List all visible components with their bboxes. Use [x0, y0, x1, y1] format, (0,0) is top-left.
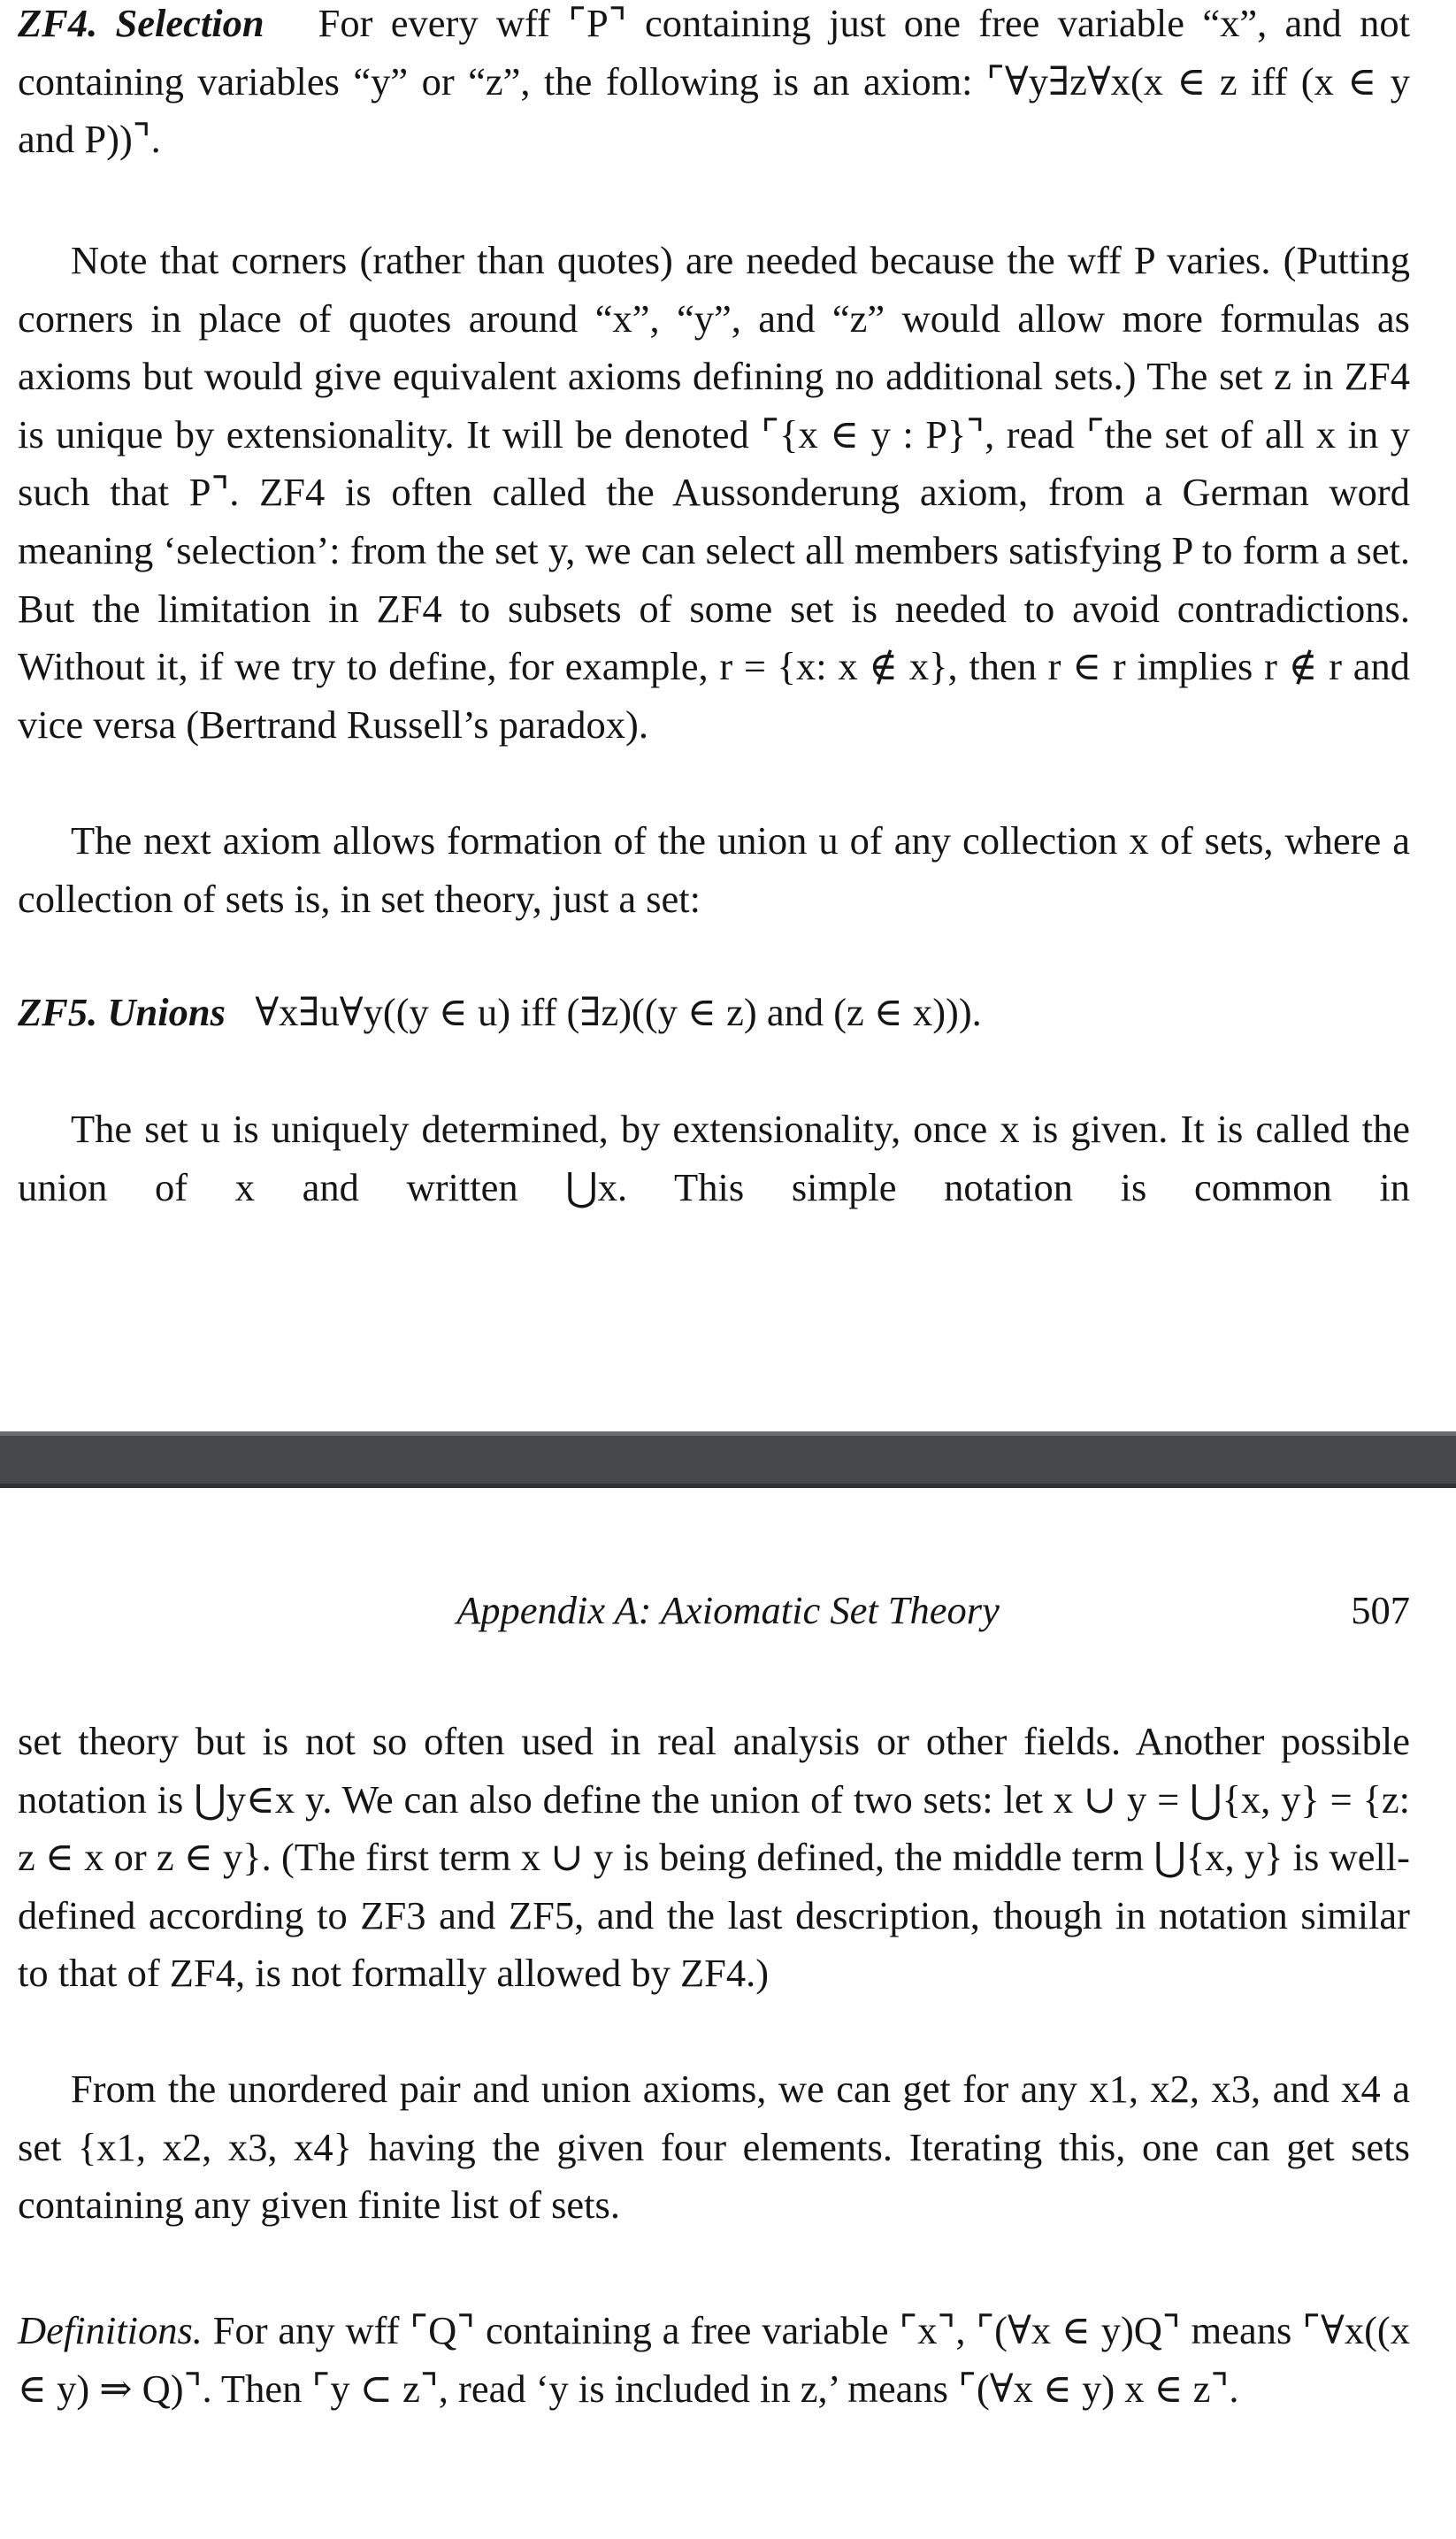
- zf5-label: ZF5. Unions: [18, 990, 226, 1034]
- union-paragraph: The set u is uniquely determined, by extensionality, once x is given. It is called the union of x and written ⋃x. This simple notation is common in: [18, 1107, 1410, 1209]
- next-axiom-paragraph: The next axiom allows formation of the union u of any collection x of sets, where a collection of sets is, in set theory, just a set:: [18, 818, 1410, 921]
- zf5-body: ∀x∃u∀y((y ∈ u) iff (∃z)((y ∈ z) and (z ∈ x))).: [255, 990, 982, 1034]
- running-head: [0, 1584, 1456, 1637]
- zf4-axiom: [18, 0, 1410, 169]
- zf5-axiom: [18, 984, 1410, 1042]
- definitions: [18, 2302, 1410, 2418]
- page-number: 507: [1351, 1588, 1410, 1632]
- definitions-label: Definitions.: [18, 2308, 203, 2352]
- zf4-label: ZF4. Selection: [18, 1, 264, 45]
- page-separator-highlight: [0, 1431, 1456, 1436]
- continuation-paragraph: set theory but is not so often used in real analysis or other fields. Another possible notation is ⋃y∈x y. We can also define the union of two sets: let x ∪ y = ⋃{x, y} = {z: z ∈ x or z ∈ y}. (The first term x ∪ y is being defined, the middle term ⋃{x, y} is well-defined according to ZF3 and ZF5, and the last description, though in notation similar to that of ZF4, is not formally allowed by ZF4.): [18, 1719, 1410, 1996]
- page-separator: [0, 1431, 1456, 1488]
- definitions-body: For any wff ⌜Q⌝ containing a free variable ⌜x⌝, ⌜(∀x ∈ y)Q⌝ means ⌜∀x((x ∈ y) ⇒ Q)⌝. Then ⌜y ⊂ z⌝, read ‘y is included in z,’ means ⌜(∀x ∈ y) x ∈ z⌝.: [18, 2308, 1410, 2411]
- zf4-body: For every wff ⌜P⌝ containing just one free variable “x”, and not containing variables “y” or “z”, the following is an axiom: ⌜∀y∃z∀x(x ∈ z iff (x ∈ y and P))⌝.: [18, 1, 1410, 162]
- note-paragraph: Note that corners (rather than quotes) are needed because the wff P varies. (Putting corners in place of quotes around “x”, “y”, and “z” would allow more formulas as axioms but would give equivalent axioms defining no additional sets.) The set z in ZF4 is unique by extensionality. It will be denoted ⌜{x ∈ y : P}⌝, read ⌜the set of all x in y such that P⌝. ZF4 is often called the Aussonderung axiom, from a German word meaning ‘selection’: from the set y, we can select all members satisfying P to form a set. But the limitation in ZF4 to subsets of some set is needed to avoid contradictions. Without it, if we try to define, for example, r = {x: x ∉ x}, then r ∈ r implies r ∉ r and vice versa (Bertrand Russell’s paradox).: [18, 238, 1410, 747]
- running-head-title: Appendix A: Axiomatic Set Theory: [456, 1588, 1000, 1632]
- pair-paragraph: From the unordered pair and union axioms, we can get for any x1, x2, x3, and x4 a set {x1, x2, x3, x4} having the given four elements. Iterating this, one can get sets containing any given finite list of sets.: [18, 2067, 1410, 2228]
